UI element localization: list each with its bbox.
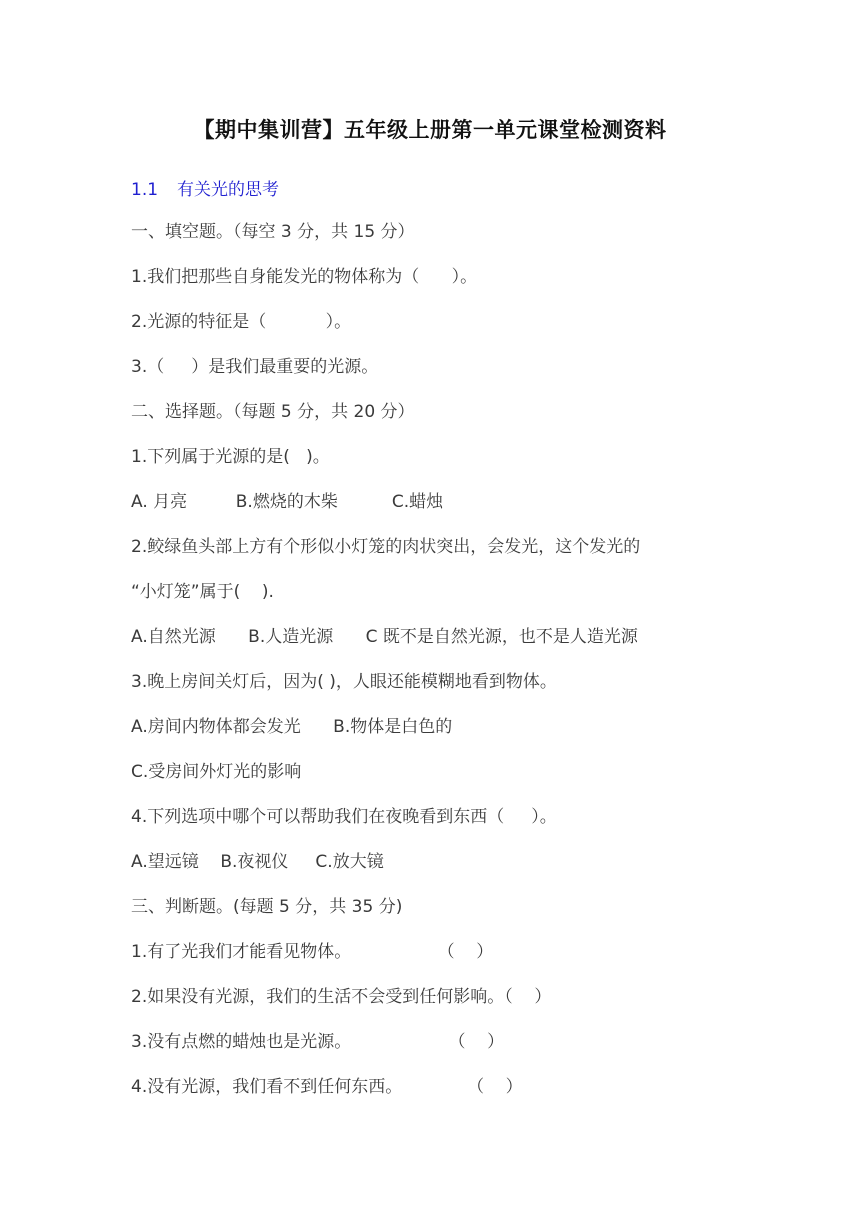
question-line: 4.下列选项中哪个可以帮助我们在夜晚看到东西（ ）。 xyxy=(131,807,557,827)
question-group-heading-multiple-choice: 二、选择题。（每题 5 分，共 20 分） xyxy=(131,402,415,422)
question-line: “小灯笼”属于( ). xyxy=(131,582,274,602)
section-number: 1.1 xyxy=(131,180,159,200)
section-heading xyxy=(131,175,279,200)
section-title: 有关光的思考 xyxy=(177,180,279,200)
document-title: 【期中集训营】五年级上册第一单元课堂检测资料 xyxy=(193,118,667,142)
question-line: 3.没有点燃的蜡烛也是光源。 （ ） xyxy=(131,1032,505,1052)
question-line: 2.光源的特征是（ ）。 xyxy=(131,312,352,332)
question-line: 4.没有光源，我们看不到任何东西。 （ ） xyxy=(131,1077,523,1097)
question-line: 1.下列属于光源的是( )。 xyxy=(131,447,330,467)
question-line: 3.晚上房间关灯后，因为( )，人眼还能模糊地看到物体。 xyxy=(131,672,557,692)
answer-options: A. 月亮 B.燃烧的木柴 C.蜡烛 xyxy=(131,492,444,512)
question-group-heading-true-false: 三、判断题。(每题 5 分，共 35 分) xyxy=(131,897,403,917)
answer-options: A.望远镜 B.夜视仪 C.放大镜 xyxy=(131,852,384,872)
question-line: 3.（ ）是我们最重要的光源。 xyxy=(131,357,379,377)
question-line: 2.如果没有光源，我们的生活不会受到任何影响。（ ） xyxy=(131,987,552,1007)
answer-options: C.受房间外灯光的影响 xyxy=(131,762,302,782)
answer-options: A.房间内物体都会发光 B.物体是白色的 xyxy=(131,717,453,737)
question-line: 1.有了光我们才能看见物体。 （ ） xyxy=(131,942,494,962)
answer-options: A.自然光源 B.人造光源 C 既不是自然光源，也不是人造光源 xyxy=(131,627,638,647)
question-line: 2.鲛绿鱼头部上方有个形似小灯笼的肉状突出，会发光，这个发光的 xyxy=(131,537,641,557)
question-group-heading-fill-blank: 一、填空题。（每空 3 分，共 15 分） xyxy=(131,222,415,242)
question-line: 1.我们把那些自身能发光的物体称为（ ）。 xyxy=(131,267,478,287)
